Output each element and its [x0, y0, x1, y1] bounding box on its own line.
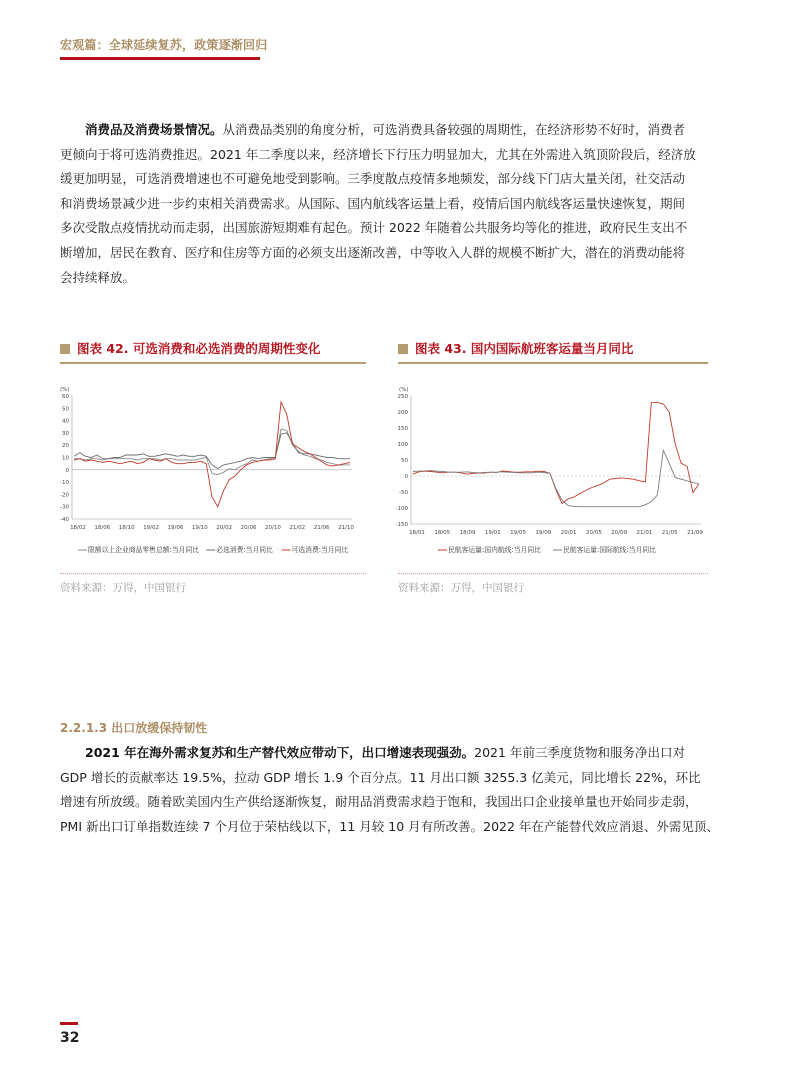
paragraph-line: 和消费场景减少进一步约束相关消费需求。从国际、国内航线客运量上看，疫情后国内航线客运量快速恢复，期间 [60, 195, 686, 211]
legend-label: 限额以上企业商品零售总额:当月同比 [88, 546, 200, 554]
x-tick-label: 21/06 [313, 525, 330, 531]
section-heading: 2.2.1.3 出口放缓保持韧性 [60, 721, 208, 735]
x-tick-label: 18/09 [459, 530, 476, 536]
y-tick-label: -100 [395, 506, 408, 512]
y-tick-label: 50 [62, 406, 69, 413]
figure-42-source: 资料来源：万得，中国银行 [60, 582, 186, 594]
y-tick-label: 0 [404, 474, 408, 480]
y-tick-label: -10 [60, 480, 69, 487]
y-tick-label: 50 [401, 458, 408, 464]
running-header: 宏观篇：全球延续复苏，政策逐渐回归 [60, 38, 268, 52]
y-tick-label: 150 [397, 426, 408, 432]
y-tick-label: 60 [62, 394, 69, 400]
x-tick-label: 21/10 [338, 525, 354, 531]
x-tick-label: 19/09 [535, 530, 552, 536]
figure-42-title: 图表 42. 可选消费和必选消费的周期性变化 [60, 339, 320, 357]
y-tick-label: -150 [395, 522, 408, 528]
x-tick-label: 18/06 [94, 525, 111, 531]
x-tick-label: 19/10 [191, 525, 208, 531]
y-tick-label: 250 [397, 394, 408, 400]
paragraph-line: GDP 增长的贡献率达 19.5%，拉动 GDP 增长 1.9 个百分点。11 月出口额 3255.3 亿美元，同比增长 22%，环比 [60, 769, 701, 785]
page-number: 32 [60, 1030, 80, 1046]
x-tick-label: 18/05 [434, 530, 451, 536]
y-tick-label: 0 [65, 467, 69, 474]
figure-42-rule [60, 362, 366, 364]
x-tick-label: 19/01 [484, 530, 501, 536]
page-number-rule [60, 1022, 78, 1025]
y-unit-label: (%) [399, 387, 409, 393]
legend-label: 民航客运量:国内航线:当月同比 [448, 546, 541, 554]
x-tick-label: 20/10 [264, 525, 281, 531]
y-tick-label: -50 [399, 490, 408, 496]
x-tick-label: 18/02 [70, 525, 86, 531]
figure-43-rule [398, 362, 708, 364]
paragraph-line: 从消费品类别的角度分析，可选消费具备较强的周期性，在经济形势不好时，消费者 [222, 122, 686, 137]
x-tick-label: 18/01 [409, 530, 425, 536]
figure-43-divider [398, 573, 708, 574]
x-tick-label: 20/02 [216, 525, 233, 531]
x-tick-label: 21/05 [661, 530, 678, 536]
y-unit-label: (%) [60, 387, 70, 393]
x-tick-label: 19/02 [143, 525, 160, 531]
paragraph-lead: 消费品及消费场景情况。 [85, 122, 223, 137]
paragraph-line: 缓更加明显，可选消费增速也不可避免地受到影响。三季度散点疫情多地频发，部分线下门店大量关闭，社交活动 [60, 171, 686, 187]
legend-label: 必选消费:当月同比 [216, 546, 273, 554]
x-tick-label: 20/06 [240, 525, 257, 531]
figure-marker-icon [398, 344, 408, 354]
y-tick-label: -30 [60, 504, 69, 511]
paragraph-line: 更倾向于将可选消费推迟。2021 年二季度以来，经济增长下行压力明显加大，尤其在外需进入筑顶阶段后，经济放 [60, 146, 696, 162]
legend-label: 可选消费:当月同比 [291, 546, 349, 554]
y-tick-label: 100 [397, 442, 408, 448]
y-tick-label: 40 [62, 418, 69, 425]
paragraph-line: 增速有所放缓。随着欧美国内生产供给逐渐恢复，耐用品消费需求趋于饱和，我国出口企业接单量也开始同步走弱， [60, 794, 698, 810]
figure-43-source: 资料来源：万得，中国银行 [398, 582, 524, 594]
x-tick-label: 21/01 [636, 530, 653, 536]
paragraph-line: 断增加，居民在教育、医疗和住房等方面的必须支出逐渐改善，中等收入人群的规模不断扩大，潜在的消费动能将 [60, 244, 686, 260]
figure-marker-icon [60, 344, 70, 354]
x-tick-label: 21/09 [687, 530, 703, 536]
series-line-1 [74, 429, 350, 475]
chart-figure-42 [60, 378, 366, 560]
y-tick-label: 30 [62, 430, 69, 437]
x-tick-label: 20/01 [560, 530, 577, 536]
y-tick-label: 10 [62, 455, 69, 462]
x-tick-label: 18/10 [118, 525, 135, 531]
figure-43-title: 图表 43. 国内国际航班客运量当月同比 [398, 339, 633, 357]
y-tick-label: -20 [60, 492, 69, 499]
y-tick-label: 20 [62, 443, 69, 450]
y-tick-label: 200 [397, 410, 408, 416]
series-line-2 [74, 433, 350, 469]
figure-42-divider [60, 573, 366, 574]
x-tick-label: 20/05 [585, 530, 602, 536]
y-tick-label: -40 [60, 517, 69, 523]
x-tick-label: 19/05 [510, 530, 527, 536]
paragraph-exports [60, 741, 732, 839]
legend-label: 民航客运量:国际航线:当月同比 [563, 546, 656, 554]
paragraph-lead: 2021 年在海外需求复苏和生产替代效应带动下，出口增速表现强劲。 [85, 745, 475, 760]
x-tick-label: 21/02 [289, 525, 306, 531]
x-tick-label: 20/09 [611, 530, 628, 536]
paragraph-line: PMI 新出口订单指数连续 7 个月位于荣枯线以下，11 月较 10 月有所改善。2022 年在产能替代效应消退、外需见顶、 [60, 818, 719, 834]
paragraph-line: 2021 年前三季度货物和服务净出口对 [474, 745, 685, 760]
header-rule [60, 57, 260, 60]
series-line-3 [74, 402, 350, 507]
x-tick-label: 19/06 [167, 525, 184, 531]
series-line-2 [413, 450, 699, 506]
paragraph-line: 多次受散点疫情扰动而走弱，出国旅游短期难有起色。预计 2022 年随着公共服务均等化的推进，政府民生支出不 [60, 220, 688, 236]
paragraph-line: 会持续释放。 [60, 269, 136, 285]
paragraph-consumption [60, 118, 732, 290]
chart-figure-43 [395, 378, 708, 560]
